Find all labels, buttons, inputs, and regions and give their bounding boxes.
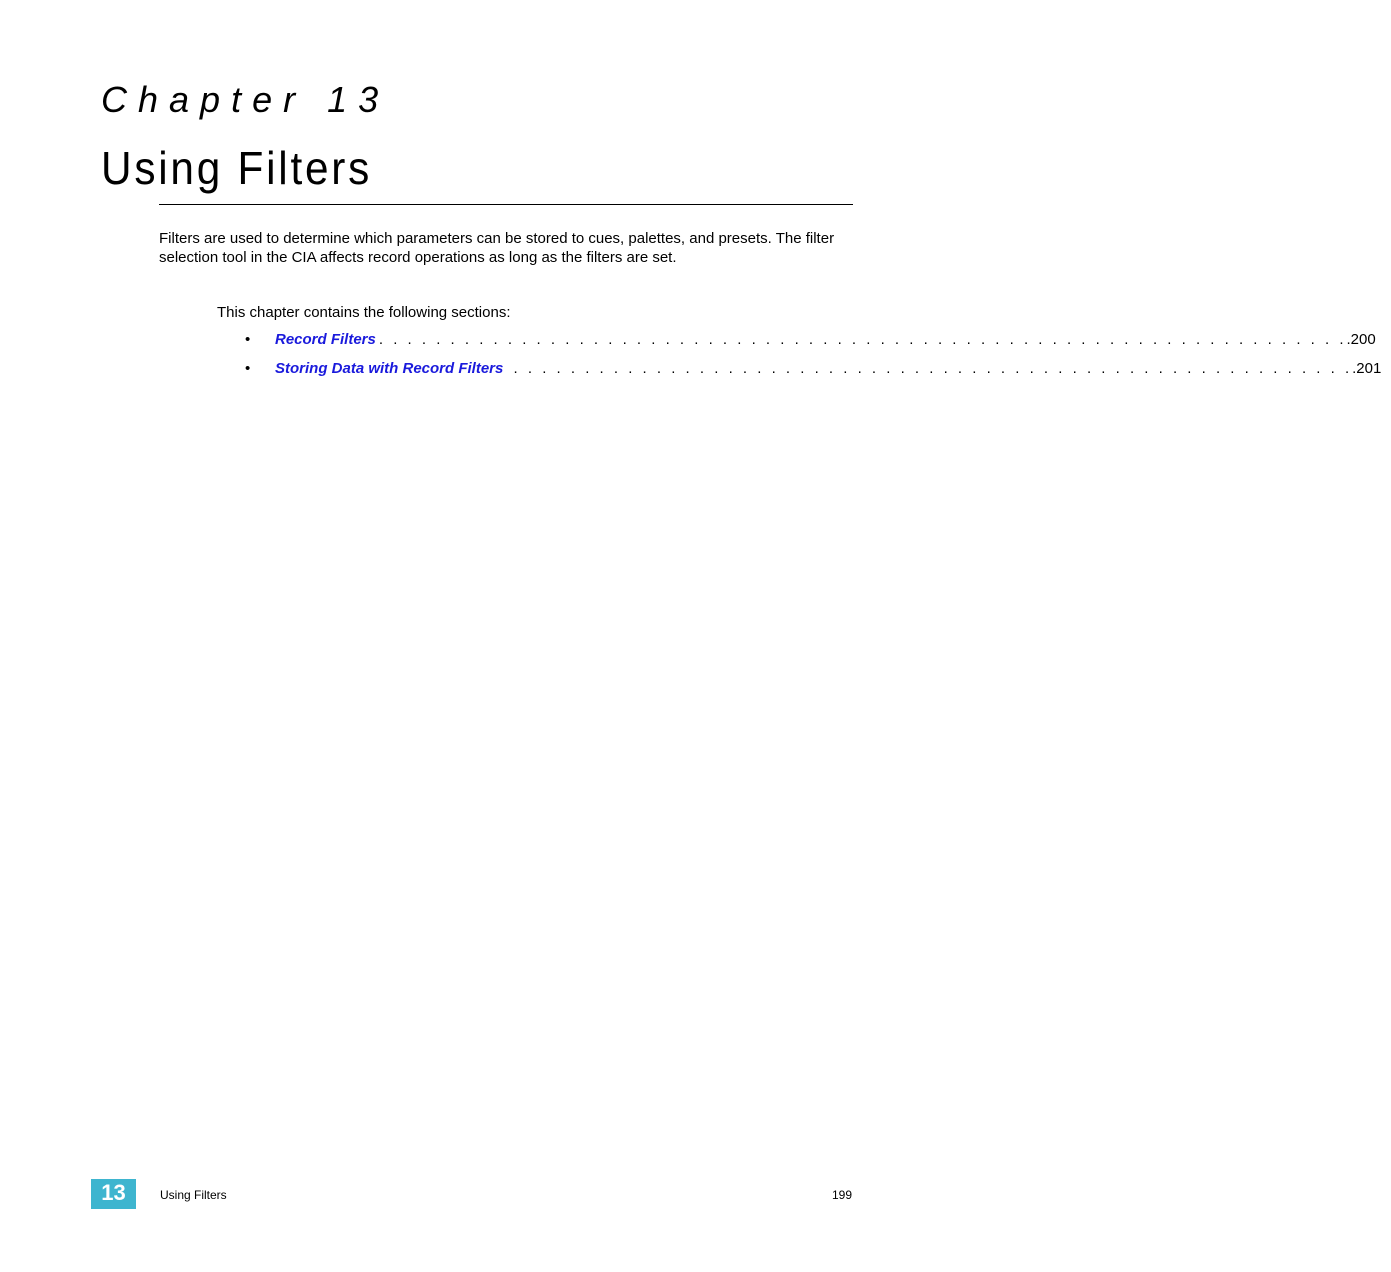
title-divider: [159, 204, 853, 205]
chapter-tab: 13: [91, 1179, 136, 1209]
page-ref: .201: [1352, 360, 1382, 377]
dot-leader: . . . . . . . . . . . . . . . . . . . . . . . . . . . . . . . . . . . . . . . . . . . . . . . . . . . . . . . . . . .: [506, 360, 1353, 377]
footer-title: Using Filters: [160, 1188, 227, 1202]
chapter-title: Using Filters: [101, 142, 373, 194]
list-item: [217, 330, 1376, 359]
dot-leader: . . . . . . . . . . . . . . . . . . . . . . . . . . . . . . . . . . . . . . . . . . . . . . . . . . . . . . . . . . . . . . . . . . . .: [378, 331, 1347, 348]
list-item: [217, 359, 1382, 388]
section-list: [217, 330, 1382, 388]
chapter-label: Chapter 13: [101, 79, 390, 120]
page-ref: .200: [1346, 331, 1376, 348]
section-link-record-filters[interactable]: Record Filters: [275, 331, 376, 348]
bullet: •: [245, 360, 251, 377]
sections-intro: This chapter contains the following sections:: [217, 304, 511, 321]
bullet: •: [245, 331, 251, 348]
intro-paragraph: Filters are used to determine which parameters can be stored to cues, palettes, and presets. The filter selection tool in the CIA affects record operations as long as the filters are set.: [159, 230, 835, 266]
section-link-storing-data[interactable]: Storing Data with Record Filters: [275, 360, 504, 377]
page-number: 199: [831, 1188, 852, 1202]
